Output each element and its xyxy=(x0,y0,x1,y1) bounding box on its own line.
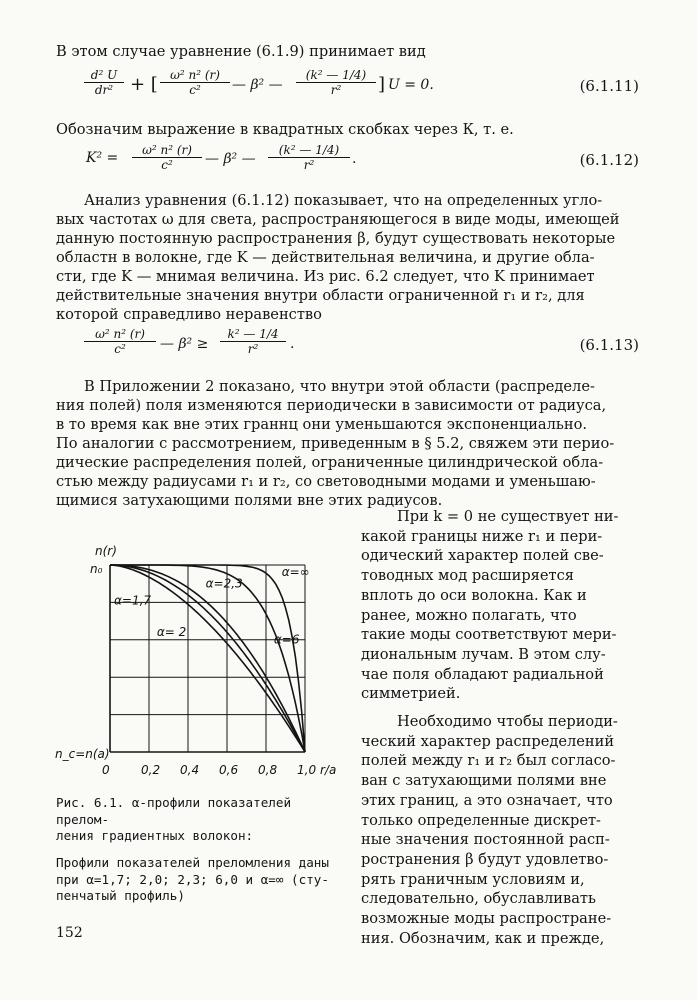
side-line: ния. Обозначим, как и прежде, xyxy=(361,929,605,947)
eq3-f1-den: c² xyxy=(114,342,126,356)
eq1-lhs-fraction xyxy=(84,68,124,97)
y-top-label: n₀ xyxy=(90,562,103,576)
figure-caption xyxy=(56,795,342,845)
side-line: товодных мод расширяется xyxy=(361,567,574,585)
appendix-line: ния полей) поля изменяются периодически в зависимости от радиуса, xyxy=(56,397,607,414)
eq1-f1-den: c² xyxy=(189,83,201,97)
eq1-fraction-2 xyxy=(296,68,376,97)
curve-label-α=2,3: α=2,3 xyxy=(205,576,243,591)
eq3-fraction-2 xyxy=(220,327,286,356)
side-line: ван с затухающими полями вне xyxy=(361,772,607,790)
eq1-lhs-den: dr² xyxy=(94,83,114,97)
eq2-period: . xyxy=(352,151,357,167)
caption-line: ления градиентных волокон: xyxy=(56,828,254,843)
eq1-beta: — β² — xyxy=(232,77,283,93)
analysis-line: областн в волокне, где K — действительная величина, и другие обла- xyxy=(56,249,595,266)
curve-label-α=6: α=6 xyxy=(273,632,300,647)
eq1-plus-bracket: + [ xyxy=(130,74,158,95)
x-tick-label: 0,6 xyxy=(219,763,239,777)
side-line: полей между r₁ и r₂ был согласо- xyxy=(361,752,616,770)
analysis-line: вых частотах ω для света, распространяющегося в виде моды, имеющей xyxy=(56,211,620,228)
caption-line: пенчатый профиль) xyxy=(56,888,185,903)
x-tick-label: 0 xyxy=(102,763,110,777)
appendix-line: в то время как вне этих граннц они уменьшаются экспоненциально. xyxy=(56,416,587,433)
x-tick-labels xyxy=(102,763,316,777)
x-tick-label: 0,2 xyxy=(141,763,161,777)
eq1-f2-num: (k² — 1/4) xyxy=(296,68,376,83)
eq2-lhs: K² = xyxy=(86,150,119,166)
analysis-line: данную постоянную распространения β, будут существовать некоторые xyxy=(56,230,616,247)
eq3-f1-num: ω² n² (r) xyxy=(84,327,156,342)
curve-label-α=1,7: α=1,7 xyxy=(114,593,152,608)
side-line: рять граничным условиям и, xyxy=(361,870,585,888)
side-line: ранее, можно полагать, что xyxy=(361,606,577,624)
eq1-tail: U = 0. xyxy=(388,77,434,93)
eq3-period: . xyxy=(290,336,295,352)
x-tick-label: 1,0 xyxy=(297,763,317,777)
page-number: 152 xyxy=(56,925,83,941)
eq2-fraction-1 xyxy=(132,143,202,172)
eq2-fraction-2 xyxy=(268,143,350,172)
eq3-f2-den: r² xyxy=(247,342,259,356)
side-line: одический характер полей све- xyxy=(361,547,604,565)
eq3-f2-num: k² — 1/4 xyxy=(220,327,286,342)
y-axis-label: n(r) xyxy=(95,544,117,558)
x-axis-label: r/a xyxy=(320,763,337,777)
appendix-line: стью между радиусами r₁ и r₂, со световодными модами и уменьшаю- xyxy=(56,473,596,490)
side-line: ческий характер распределений xyxy=(361,732,615,750)
side-line: Необходимо чтобы периоди- xyxy=(397,713,618,731)
caption-line: при α=1,7; 2,0; 2,3; 6,0 и α=∞ (сту- xyxy=(56,871,329,887)
eq1-f2-den: r² xyxy=(330,83,342,97)
denote-text: Обозначим выражение в квадратных скобках через К, т. е. xyxy=(56,121,514,138)
analysis-line: Анализ уравнения (6.1.12) показывает, что на определенных угло- xyxy=(84,192,603,209)
eq3-fraction-1 xyxy=(84,327,156,356)
side-line: вплоть до оси волокна. Как и xyxy=(361,586,587,604)
eq1-f1-num: ω² n² (r) xyxy=(160,68,230,83)
figure-6-1-chart xyxy=(50,540,350,790)
caption-line: Рис. 6.1. α-профили показателей прелом- xyxy=(56,795,292,827)
side-line: ные значения постоянной расп- xyxy=(361,831,610,849)
figure-caption-details xyxy=(56,855,342,905)
side-line: этих границ, а это означает, что xyxy=(361,791,613,809)
side-line: какой границы ниже r₁ и пери- xyxy=(361,527,603,545)
appendix-line: дические распределения полей, ограниченные цилиндрической обла- xyxy=(56,454,604,471)
caption-line: Профили показателей преломления даны xyxy=(56,855,329,870)
eq2-beta: — β² — xyxy=(205,151,256,167)
appendix-line: В Приложении 2 показано, что внутри этой области (распределе- xyxy=(84,378,595,395)
side-line: следовательно, обуславливать xyxy=(361,890,596,908)
eq1-close-bracket: ] xyxy=(378,74,386,95)
analysis-line: которой справедливо неравенство xyxy=(56,306,322,323)
side-line: симметрией. xyxy=(361,685,461,703)
eq1-fraction-1 xyxy=(160,68,230,97)
eq2-f2-num: (k² — 1/4) xyxy=(268,143,350,158)
side-line: возможные моды распростране- xyxy=(361,910,612,928)
x-tick-label: 0,4 xyxy=(180,763,200,777)
eq1-lhs-num: d² U xyxy=(84,68,124,83)
eq3-mid: — β² ≥ xyxy=(160,336,209,352)
side-line: только определенные дискрет- xyxy=(361,811,601,829)
y-bottom-label: n_c=n(a) xyxy=(55,747,110,761)
eq2-f1-den: c² xyxy=(161,158,173,172)
eq3-number: (6.1.13) xyxy=(579,336,639,354)
side-line: При k = 0 не существует ни- xyxy=(397,508,619,525)
appendix-line: По аналогии с рассмотрением, приведенным в § 5.2, свяжем эти перио- xyxy=(56,435,615,452)
side-line: чае поля обладают радиальной xyxy=(361,665,604,683)
side-line: ространения β будут удовлетво- xyxy=(361,850,609,868)
analysis-line: действительные значения внутри области ограниченной r₁ и r₂, для xyxy=(56,287,585,304)
eq1-number: (6.1.11) xyxy=(579,77,639,95)
side-column-text xyxy=(361,507,639,948)
curve-label-α=2: α= 2 xyxy=(156,625,187,640)
analysis-line: сти, где K — мнимая величина. Из рис. 6.2 следует, что K принимает xyxy=(56,268,595,285)
eq2-f2-den: r² xyxy=(303,158,315,172)
curve-label-α=∞: α=∞ xyxy=(281,565,310,580)
appendix-line: щимися затухающими полями вне этих радиусов. xyxy=(56,492,443,509)
intro-text: В этом случае уравнение (6.1.9) принимает вид xyxy=(56,43,426,60)
eq2-number: (6.1.12) xyxy=(579,151,639,169)
side-line: такие моды соответствуют мери- xyxy=(361,626,617,644)
side-line: диональным лучам. В этом слу- xyxy=(361,645,606,663)
eq2-f1-num: ω² n² (r) xyxy=(132,143,202,158)
x-tick-label: 0,8 xyxy=(258,763,278,777)
